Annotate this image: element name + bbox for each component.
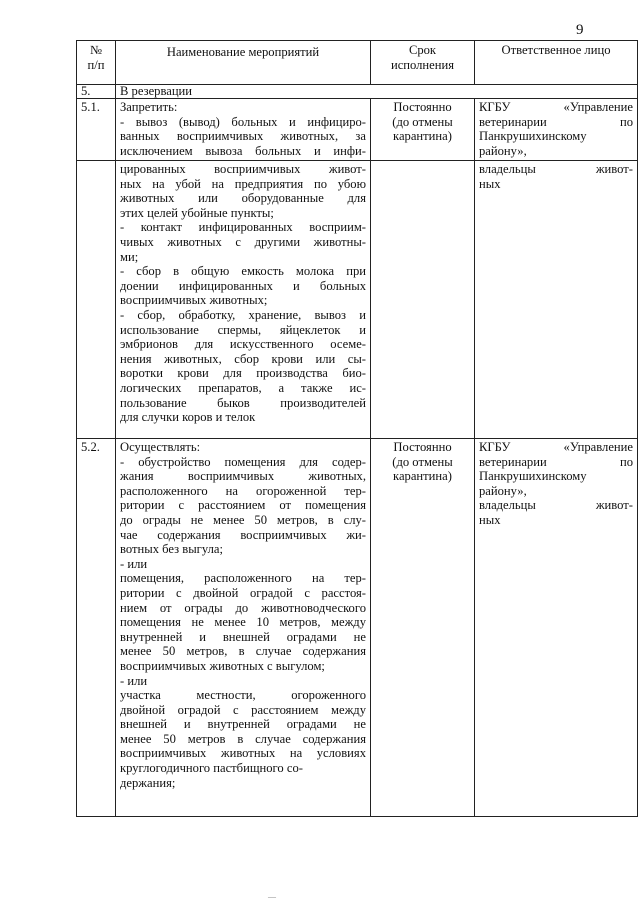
content-line: - контакт инфицированных восприим- <box>120 220 366 235</box>
responsible-line: ных <box>479 512 501 527</box>
content-line: менее 50 метров в случае содержания <box>120 731 366 746</box>
content-line: - сбор, обработку, хранение, вывоз и <box>120 307 366 322</box>
footer-mark: — <box>268 892 276 901</box>
section-title: В резервации <box>116 85 638 99</box>
header-num-line: п/п <box>87 57 105 72</box>
term-line: (до отмены <box>392 454 453 469</box>
responsible-line: владельцы живот- <box>479 498 633 513</box>
content-line: Осуществлять: <box>120 440 201 454</box>
content-line: цированных восприимчивых живот- <box>120 162 366 176</box>
row-content <box>116 161 371 439</box>
content-line: эмбрионов для искусственного осеме- <box>120 337 366 352</box>
content-line: воротки крови для производства био- <box>120 366 366 381</box>
term-line: (до отмены <box>392 114 453 129</box>
content-line: чае содержания восприимчивых жи- <box>120 527 366 542</box>
content-line: восприимчивых животных на условиях круглогодичного пастбищного со- <box>120 746 366 776</box>
term-line: Постоянно <box>393 100 452 114</box>
term-line: карантина) <box>393 469 452 484</box>
responsible-line: КГБУ «Управление <box>479 100 633 114</box>
measures-table <box>76 40 638 817</box>
content-line: вотных без выгула; <box>120 542 223 557</box>
page-number: 9 <box>576 22 584 38</box>
row-num: 5.1. <box>77 99 116 161</box>
content-line: - обустройство помещения для содер- <box>120 454 366 469</box>
content-line: ритории с расстоянием от помещения <box>120 498 366 513</box>
content-line: помещения не менее 10 метров, между <box>120 615 366 630</box>
content-line: чивых животных с другими животны- <box>120 234 366 249</box>
content-line: восприимчивых животных с выгулом; <box>120 658 325 673</box>
content-line: до ограды не менее 50 метров, в слу- <box>120 512 366 527</box>
section-row <box>77 85 638 99</box>
content-line: этих целей убойные пункты; <box>120 205 274 220</box>
content-line: логических препаратов, а также ис- <box>120 380 366 395</box>
content-line: внутренней и внешней оградами не <box>120 629 366 644</box>
header-term-line: исполнения <box>390 57 455 72</box>
content-line: менее 50 метров, в случае содержания <box>120 644 366 659</box>
header-responsible: Ответственное лицо <box>475 41 638 85</box>
responsible-line: владельцы живот- <box>479 162 633 176</box>
content-line: внешней и внутренней оградами не <box>120 717 366 732</box>
content-line: нием от ограды до животноводческого <box>120 600 366 615</box>
content-line: ритории с двойной оградой с расстоя- <box>120 585 366 600</box>
responsible-line: ных <box>479 176 501 191</box>
content-line: - или <box>120 673 148 688</box>
content-line: участка местности, огороженного <box>120 688 366 703</box>
responsible-line: району», <box>479 143 527 158</box>
responsible-line: ветеринарии по <box>479 454 633 469</box>
row-responsible <box>475 161 638 439</box>
content-line: животных или оборудованные для <box>120 191 366 206</box>
content-line: двойной оградой с расстоянием между <box>120 702 366 717</box>
content-line: ных на убой на предприятия по убою <box>120 176 366 191</box>
content-line: восприимчивых животных; <box>120 293 268 308</box>
section-num: 5. <box>77 85 116 99</box>
term-line: Постоянно <box>393 440 452 454</box>
content-line: для случки коров и телок <box>120 410 256 425</box>
header-term-line: Срок <box>408 43 437 57</box>
row-responsible <box>475 439 638 817</box>
table-row <box>77 99 638 161</box>
content-line: пользование быков производителей <box>120 395 366 410</box>
content-line: использование спермы, яйцеклеток и <box>120 322 366 337</box>
content-line: - сбор в общую емкость молока при <box>120 264 366 279</box>
content-line: нения животных, сбор крови или сы- <box>120 351 366 366</box>
table-row <box>77 439 638 817</box>
responsible-line: Панкрушихинскому <box>479 469 587 484</box>
row-content <box>116 439 371 817</box>
table-row <box>77 161 638 439</box>
row-term <box>371 439 475 817</box>
row-responsible <box>475 99 638 161</box>
content-line: расположенного на огороженной тер- <box>120 483 366 498</box>
content-line: ванных восприимчивых животных, за <box>120 129 366 144</box>
content-line: помещения, расположенного на тер- <box>120 571 366 586</box>
header-num <box>77 41 116 85</box>
responsible-line: району», <box>479 483 527 498</box>
content-line: - вывоз (вывод) больных и инфициро- <box>120 114 366 129</box>
header-term <box>371 41 475 85</box>
content-line: доении инфицированных и больных <box>120 278 366 293</box>
header-num-line: № <box>89 43 103 57</box>
content-line: исключением вывоза больных и инфи- <box>120 143 366 158</box>
content-line: держания; <box>120 775 176 790</box>
header-name: Наименование мероприятий <box>116 41 371 85</box>
responsible-line: ветеринарии по <box>479 114 633 129</box>
responsible-line: Панкрушихинскому <box>479 129 587 144</box>
row-term <box>371 99 475 161</box>
term-line: карантина) <box>393 129 452 144</box>
row-content <box>116 99 371 161</box>
content-line: ми; <box>120 249 139 264</box>
responsible-line: КГБУ «Управление <box>479 440 633 454</box>
content-line: - или <box>120 556 148 571</box>
table-header-row <box>77 41 638 85</box>
content-line: Запретить: <box>120 100 178 114</box>
content-line: жания восприимчивых животных, <box>120 469 366 484</box>
row-num-empty <box>77 161 116 439</box>
row-num: 5.2. <box>77 439 116 817</box>
row-term-empty <box>371 161 475 439</box>
